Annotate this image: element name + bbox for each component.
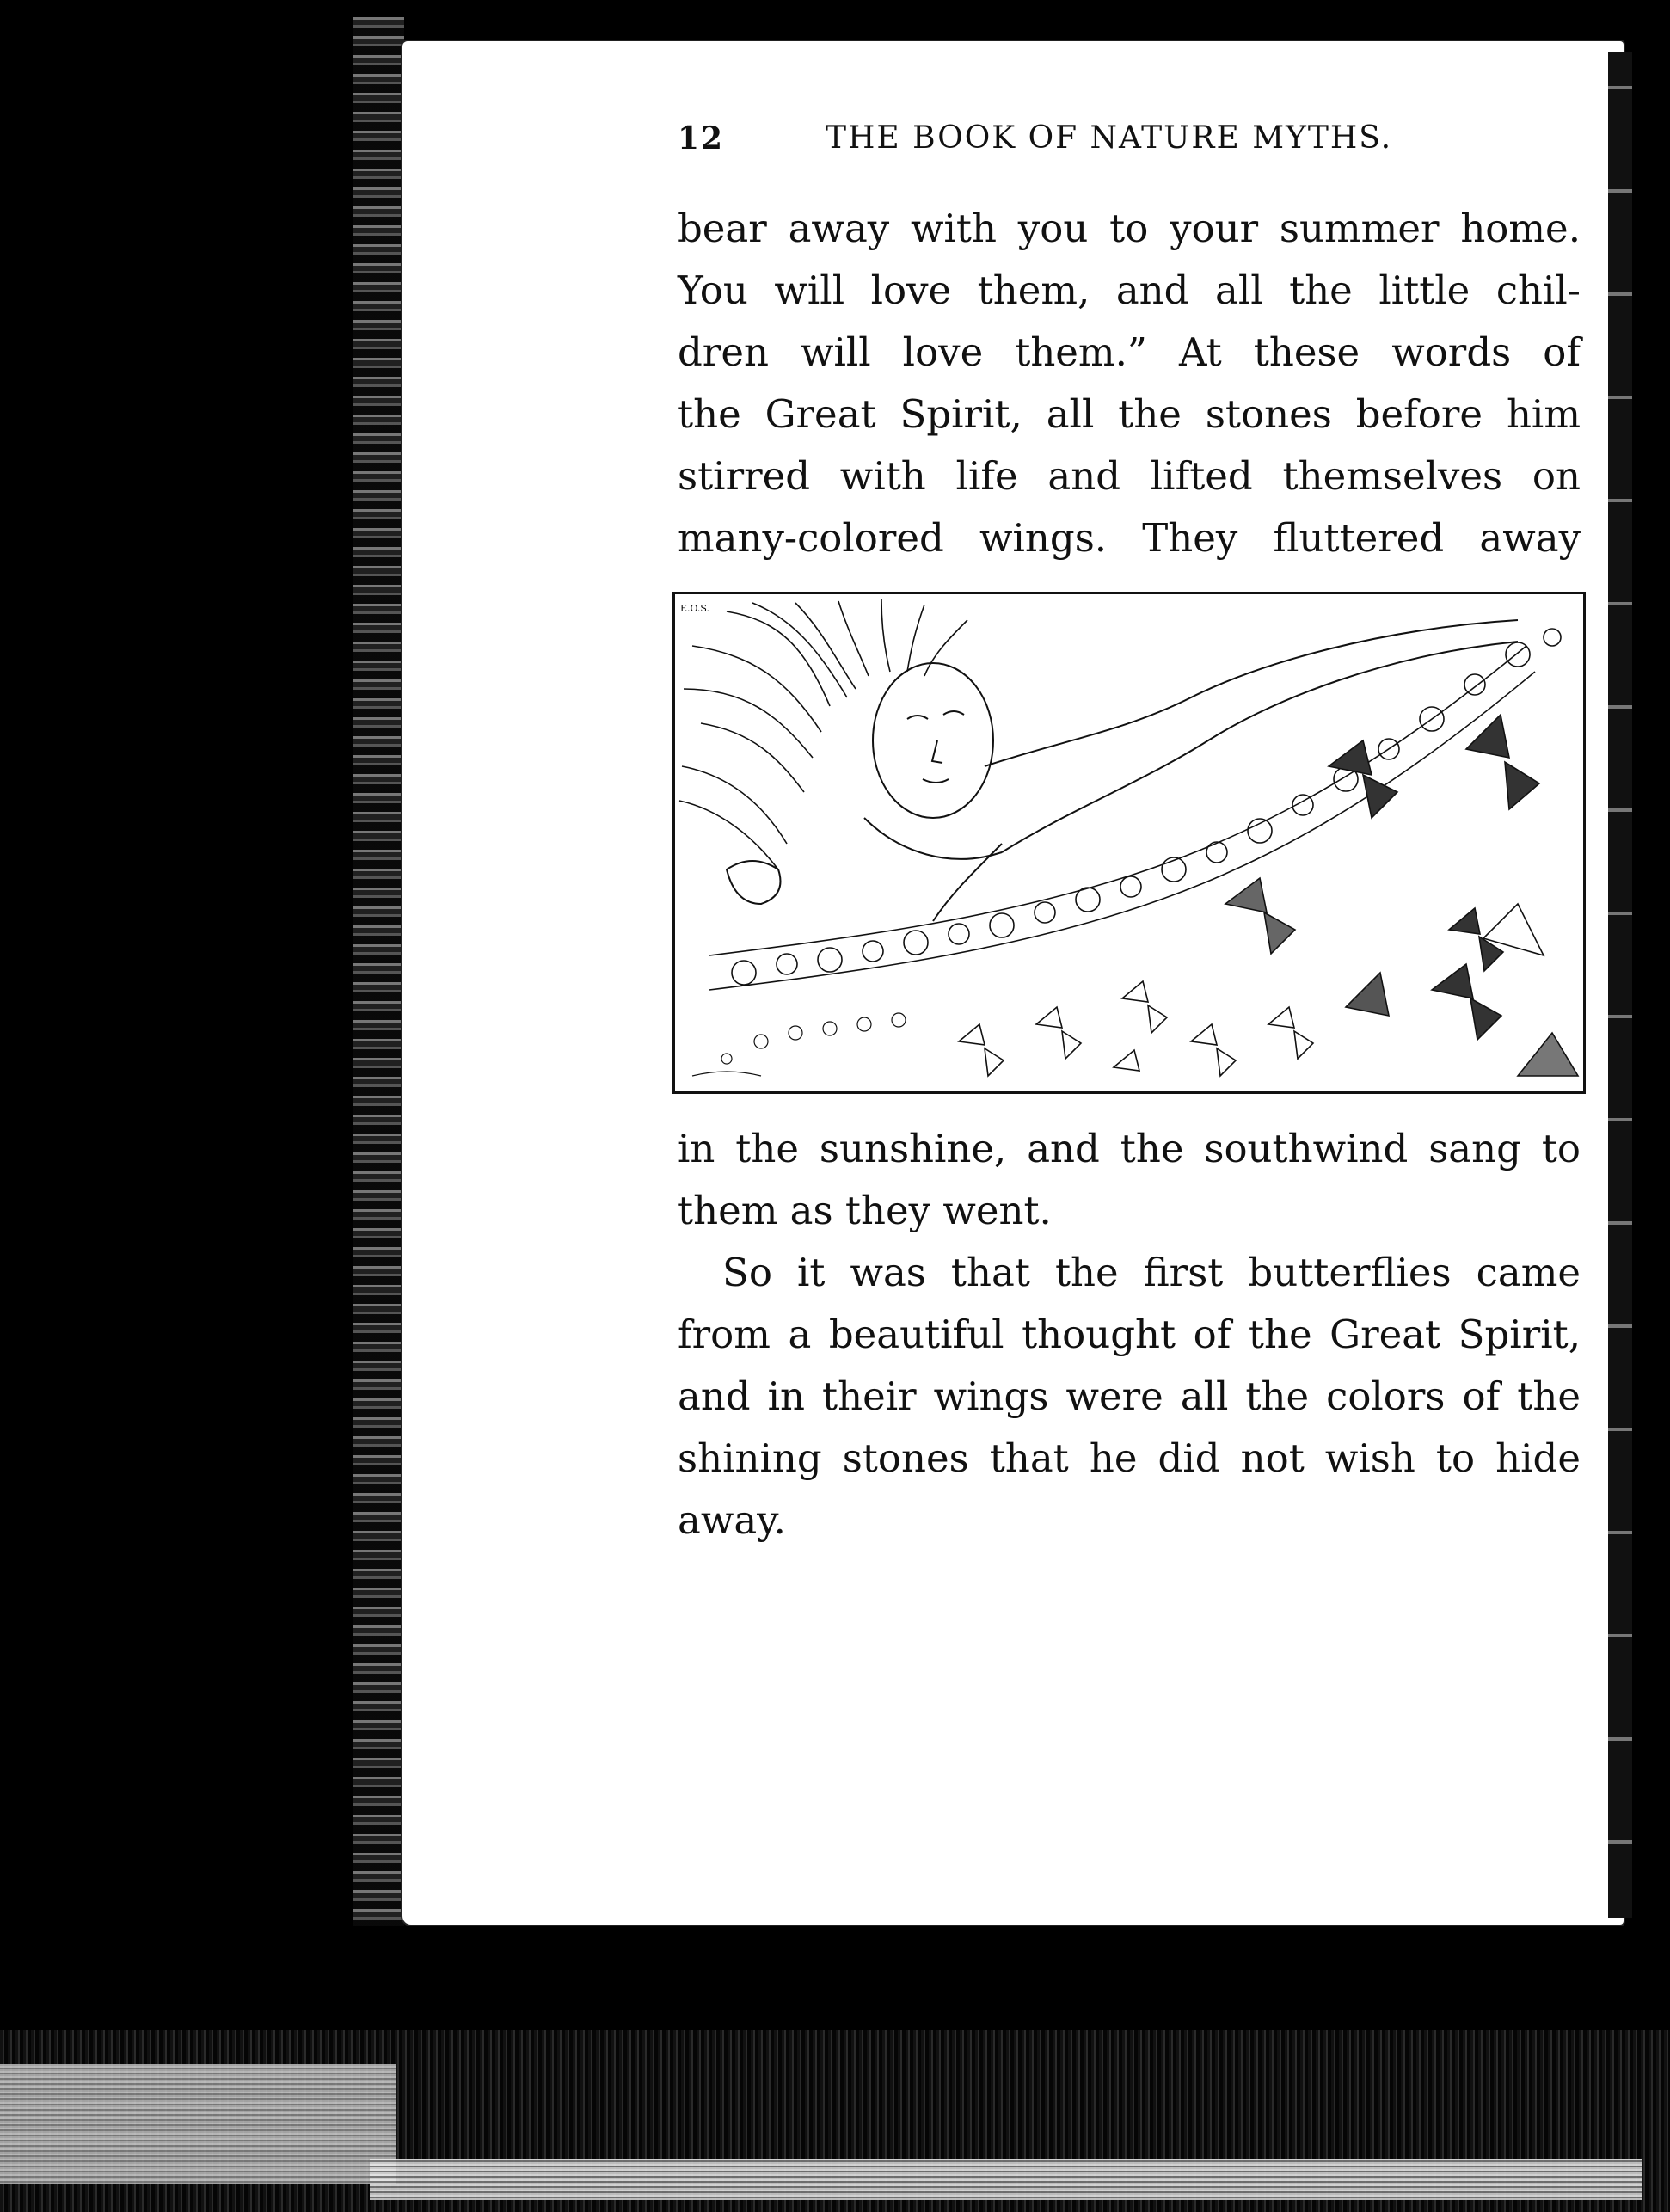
text-line: dren will love them.” At these words of [678,329,1581,375]
text-line: many-colored wings. They fluttered away [678,515,1581,561]
hair-lines [679,599,967,869]
running-head: THE BOOK OF NATURE MYTHS. [826,120,1393,156]
flower-garland [709,629,1561,990]
illustration-drawing [675,594,1583,1091]
face-drawing [873,663,993,818]
butterflies [959,715,1578,1076]
text-line: shining stones that he did not wish to hide [678,1435,1581,1481]
text-line: in the sunshine, and the southwind sang to [678,1126,1581,1171]
text-line: stirred with life and lifted themselves on [678,453,1581,499]
scanner-light-band [370,2159,1642,2200]
page-header [678,120,1572,163]
text-line: bear away with you to your summer home. [678,206,1581,251]
book-spine-edge [353,17,404,1926]
paragraph-2 [678,1118,1581,1242]
page-right-edge [1608,52,1632,1918]
text-line: away. [678,1497,786,1543]
small-flowers [692,1013,906,1076]
text-line: You will love them, and all the little chil- [678,267,1581,313]
artist-signature: E.O.S. [680,603,710,614]
text-line: them as they went. [678,1188,1052,1233]
text-line: So it was that the first butterflies came [722,1250,1581,1295]
text-line: and in their wings were all the colors of the [678,1373,1581,1419]
paragraph-3 [678,1242,1581,1551]
text-line: from a beautiful thought of the Great Spirit, [678,1312,1581,1357]
page-number: 12 [678,120,725,157]
text-line: the Great Spirit, all the stones before him [678,391,1581,437]
butterfly-illustration [672,592,1586,1094]
arm-drawing [727,620,1518,921]
paragraph-1 [678,198,1581,569]
